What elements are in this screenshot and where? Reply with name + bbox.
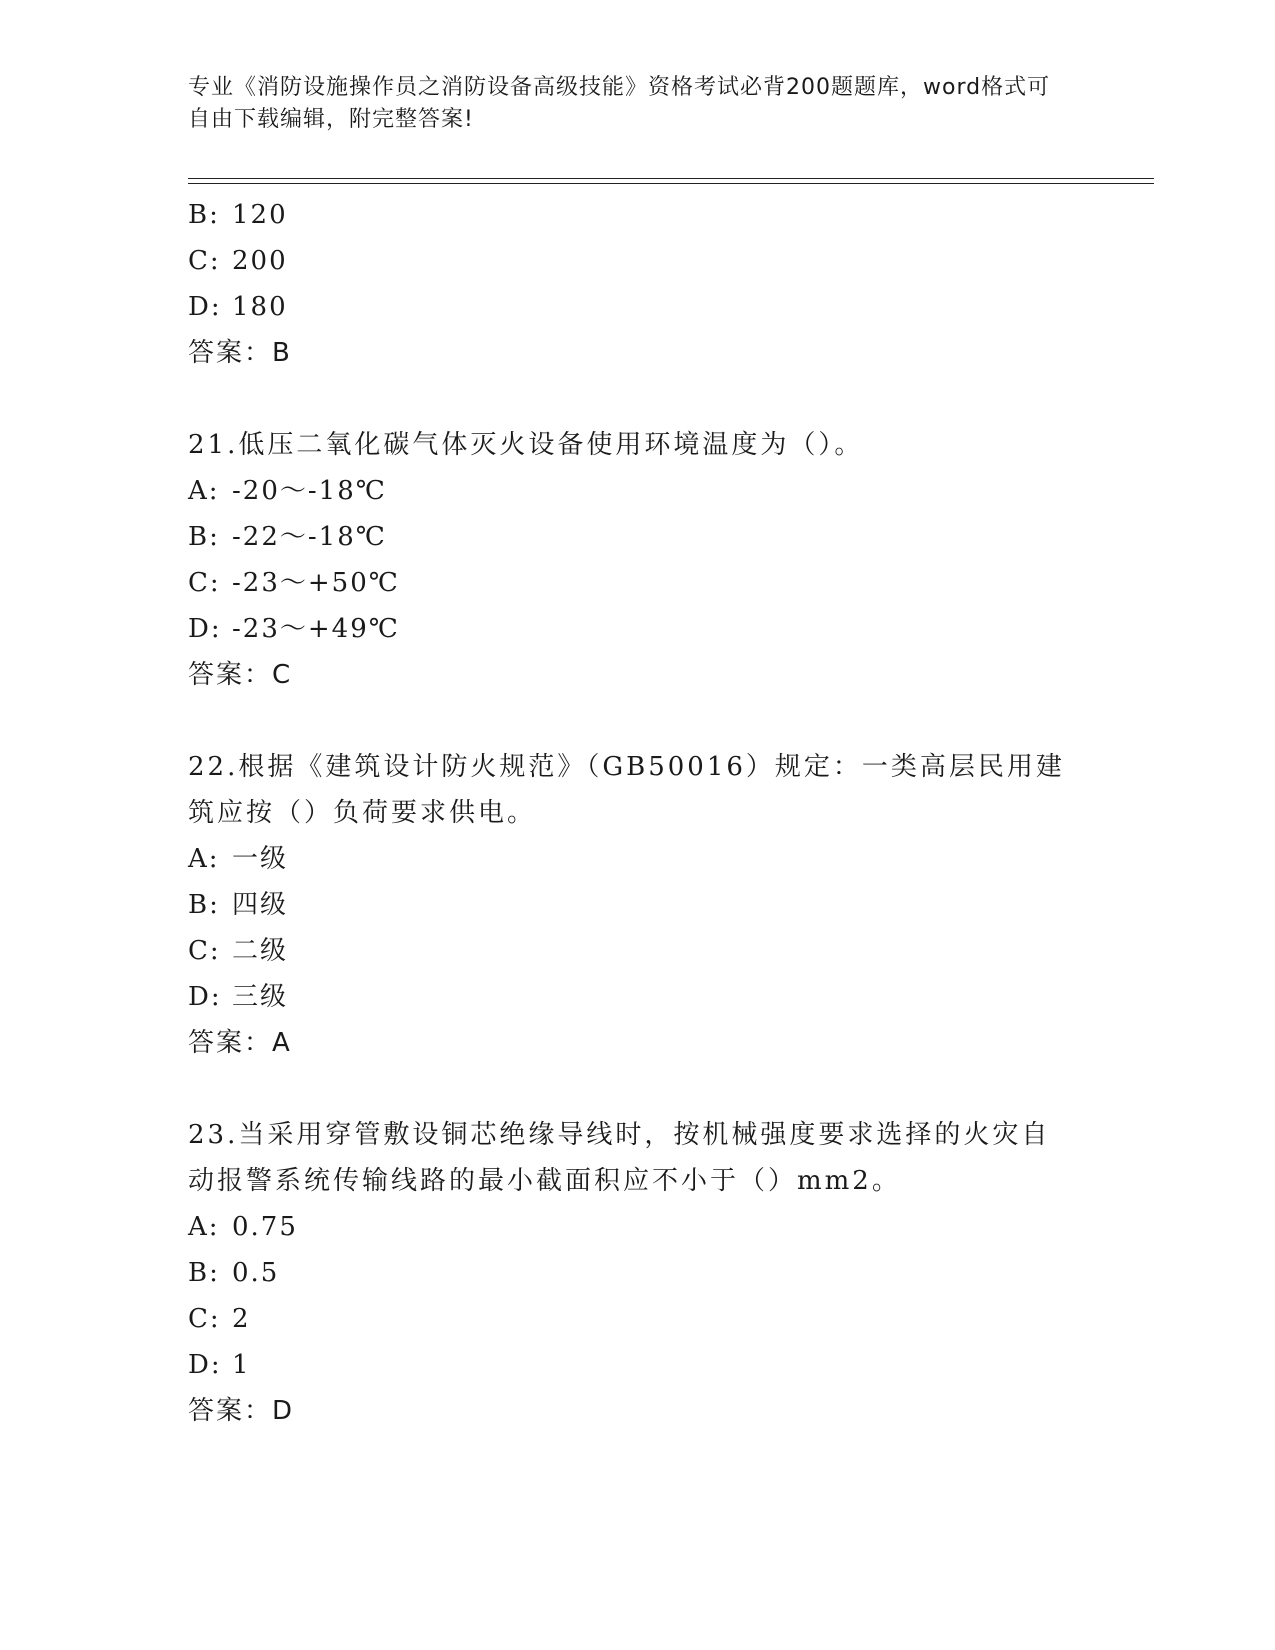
option-b — [188, 882, 1088, 928]
question-23 — [188, 1112, 1088, 1434]
option-text: -22～-18℃ — [232, 522, 387, 552]
question-21 — [188, 422, 1088, 698]
option-a — [188, 468, 1088, 514]
option-key: D: — [188, 292, 222, 322]
option-key: B: — [188, 890, 220, 920]
question-text: 22.根据《建筑设计防火规范》（GB50016）规定：一类高层民用建筑应按（）负荷要求供电。 — [188, 752, 1065, 828]
option-b — [188, 192, 1088, 238]
option-key: A: — [188, 844, 220, 874]
question-text: 21.低压二氧化碳气体灭火设备使用环境温度为（）。 — [188, 430, 864, 460]
option-d — [188, 974, 1088, 1020]
document-header: 专业《消防设施操作员之消防设备高级技能》资格考试必背200题题库，word格式可自由下载编辑，附完整答案! — [188, 75, 1051, 132]
option-key: C: — [188, 936, 221, 966]
answer-line: 答案：D — [188, 1396, 295, 1426]
option-a — [188, 1204, 1088, 1250]
option-key: D: — [188, 982, 222, 1012]
option-d — [188, 606, 1088, 652]
carryover-question — [188, 192, 1088, 376]
option-d — [188, 284, 1088, 330]
option-key: A: — [188, 476, 220, 506]
option-a — [188, 836, 1088, 882]
question-text: 23.当采用穿管敷设铜芯绝缘导线时，按机械强度要求选择的火灾自动报警系统传输线路的最小截面积应不小于（）mm2。 — [188, 1120, 1051, 1196]
question-list — [188, 192, 1088, 1434]
header-divider-bottom — [188, 183, 1154, 184]
option-text: -20～-18℃ — [232, 476, 387, 506]
option-key: A: — [188, 1212, 220, 1242]
option-d — [188, 1342, 1088, 1388]
option-key: C: — [188, 568, 221, 598]
option-text: 0.75 — [232, 1212, 298, 1242]
option-c — [188, 1296, 1088, 1342]
option-b — [188, 514, 1088, 560]
option-text: 200 — [232, 246, 288, 276]
answer-line: 答案：C — [188, 660, 293, 690]
option-text: 四级 — [232, 890, 289, 920]
option-text: 二级 — [232, 936, 289, 966]
option-key: D: — [188, 614, 222, 644]
option-key: D: — [188, 1350, 222, 1380]
option-text: 一级 — [232, 844, 289, 874]
option-text: -23～+49℃ — [232, 614, 400, 644]
option-text: 180 — [232, 292, 288, 322]
option-text: 120 — [232, 200, 288, 230]
answer-line: 答案：B — [188, 338, 292, 368]
option-c — [188, 238, 1088, 284]
header-divider-top — [188, 178, 1154, 179]
option-text: 1 — [232, 1350, 251, 1380]
option-key: C: — [188, 246, 221, 276]
option-key: B: — [188, 200, 220, 230]
option-key: C: — [188, 1304, 221, 1334]
option-c — [188, 560, 1088, 606]
option-b — [188, 1250, 1088, 1296]
option-text: 2 — [232, 1304, 251, 1334]
answer-line: 答案：A — [188, 1028, 292, 1058]
option-key: B: — [188, 522, 220, 552]
question-22 — [188, 744, 1088, 1066]
option-text: 0.5 — [232, 1258, 280, 1288]
option-c — [188, 928, 1088, 974]
option-text: 三级 — [232, 982, 289, 1012]
option-text: -23～+50℃ — [232, 568, 400, 598]
option-key: B: — [188, 1258, 220, 1288]
